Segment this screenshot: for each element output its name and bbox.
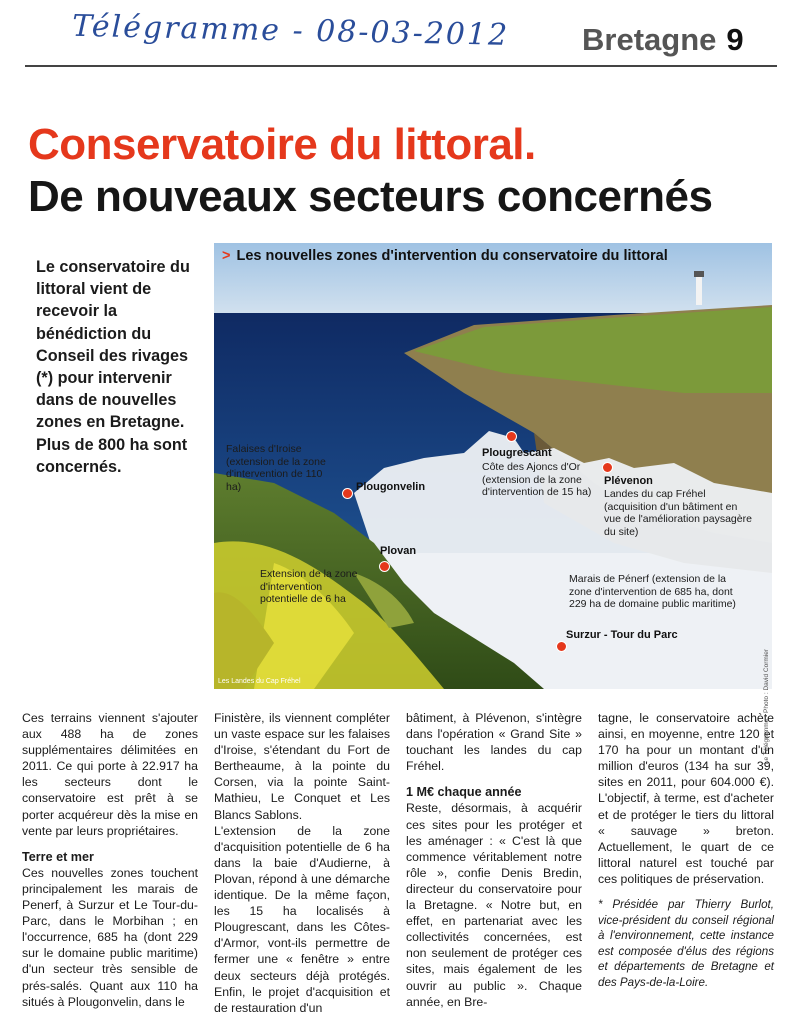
photo-caption: Les Landes du Cap Fréhel bbox=[218, 678, 301, 685]
page-number: 9 bbox=[726, 22, 744, 57]
article-column-2 bbox=[214, 710, 390, 1016]
article-paragraph: Ces nouvelles zones touchent principalement les marais de Penerf, à Surzur et Le Tour-du-Parc, dans le Morbihan ; en l'occurrence, 685 ha (dont 229 sur le domaine public maritime) d'un secteur très sensible de prés-salés. Quant aux 110 ha situés à Plougonvelin, dans le bbox=[22, 865, 198, 1009]
photo-credit: Le Télégramme - Photo : David Cormier bbox=[763, 649, 770, 765]
article-column-3 bbox=[406, 710, 582, 1010]
article-subheading: 1 M€ chaque année bbox=[406, 785, 522, 800]
map-note-plevenon: Landes du cap Fréhel (acquisition d'un bâtiment en vue de l'amélioration paysagère du site) bbox=[604, 488, 752, 538]
article-subheading: Terre et mer bbox=[22, 849, 94, 864]
map-title bbox=[222, 248, 668, 264]
map-marker-plovan bbox=[379, 561, 390, 572]
article-column-4 bbox=[598, 710, 774, 990]
article-paragraph: Ces terrains viennent s'ajouter aux 488 ha de zones supplémentaires délimitées en 2011. Ce qui porte à 22.917 ha les secteurs dont le conservatoire est prêt à se porter acquéreur dès la mise en vente par leurs propriétaires. bbox=[22, 711, 198, 838]
map-title-text: Les nouvelles zones d'intervention du conservatoire du littoral bbox=[236, 248, 668, 264]
article-paragraph: tagne, le conservatoire achète ainsi, en moyenne, entre 120 et 170 ha pour un montant d'un million d'euros (134 ha sur 39, sites en 2011, pour 604.000 €). L'objectif, à terme, est d'acheter et de protéger le tiers du littoral « sauvage » breton. Actuellement, le quart de ce littoral naturel est touché par ces politiques de préservation. bbox=[598, 711, 774, 886]
article-paragraph: Reste, désormais, à acquérir ces sites pour les protéger et les aménager : « C'est là que commence véritablement notre rôle », confie Denis Bredin, directeur du conservatoire pour la Bretagne. « Notre but, en effet, en partenariat avec les collectivités concernées, est non seulement de protéger ces sites, mais également de les ouvrir au public ». Chaque année, en Bre- bbox=[406, 801, 582, 1009]
map-marker-plougrescant bbox=[506, 431, 517, 442]
article-column-1 bbox=[22, 710, 198, 1010]
map-note-plovan: Extension de la zone d'intervention potentielle de 6 ha bbox=[260, 568, 358, 605]
headline-title: Conservatoire du littoral. bbox=[28, 120, 536, 169]
headline-subtitle: De nouveaux secteurs concernés bbox=[28, 172, 713, 221]
map-label-surzur: Surzur - Tour du Parc bbox=[566, 629, 678, 641]
map-label-plevenon: Plévenon bbox=[604, 475, 653, 487]
map-note-plougrescant: Côte des Ajoncs d'Or (extension de la zone d'intervention de 15 ha) bbox=[482, 461, 592, 498]
header-rule bbox=[25, 65, 777, 67]
map-label-plougrescant: Plougrescant bbox=[482, 447, 552, 459]
map-note-plougonvelin: Falaises d'Iroise (extension de la zone d'intervention de 110 ha) bbox=[226, 443, 326, 493]
section-name: Bretagne bbox=[582, 22, 717, 57]
article-footnote: * Présidée par Thierry Burlot, vice-président du conseil régional à l'environnement, cette instance est composée d'élus des régions et départements de Bretagne et des Pays-de-la-Loire. bbox=[598, 898, 774, 989]
article-paragraph: L'extension de la zone d'acquisition potentielle de 6 ha dans la baie d'Audierne, à Plovan, répond à une démarche identique. De la même façon, les 15 ha localisés à Plougrescant, dans les Côtes-d'Armor, vont-ils permettre de fermer une « fenêtre » entre deux secteurs déjà protégés. Enfin, le projet d'acquisition et de restauration d'un bbox=[214, 823, 390, 1015]
article-paragraph: Finistère, ils viennent compléter un vaste espace sur les falaises d'Iroise, s'étendant du Fort de Bertheaume, à la pointe du Corsen, via la pointe Saint-Mathieu, Le Conquet et Les Blancs Sablons. bbox=[214, 711, 390, 822]
section-header bbox=[582, 22, 744, 58]
map-marker-surzur bbox=[556, 641, 567, 652]
map-marker-plevenon bbox=[602, 462, 613, 473]
map-note-surzur: Marais de Pénerf (extension de la zone d'intervention de 685 ha, dont 229 ha de domaine public maritime) bbox=[569, 573, 736, 610]
map-label-plovan: Plovan bbox=[380, 545, 417, 557]
handwritten-date-note: Télégramme - 08-03-2012 bbox=[71, 8, 510, 53]
map-marker-plougonvelin bbox=[342, 488, 353, 499]
arrow-icon: > bbox=[222, 248, 231, 264]
map-label-plougonvelin: Plougonvelin bbox=[356, 481, 426, 493]
article-paragraph: bâtiment, à Plévenon, s'intègre dans l'opération « Grand Site » touchant les landes du cap Fréhel. bbox=[406, 711, 582, 774]
lead-paragraph: Le conservatoire du littoral vient de recevoir la bénédiction du Conseil des rivages (*) pour intervenir dans de nouvelles zones en Bretagne. Plus de 800 ha sont concernés. bbox=[36, 258, 190, 476]
